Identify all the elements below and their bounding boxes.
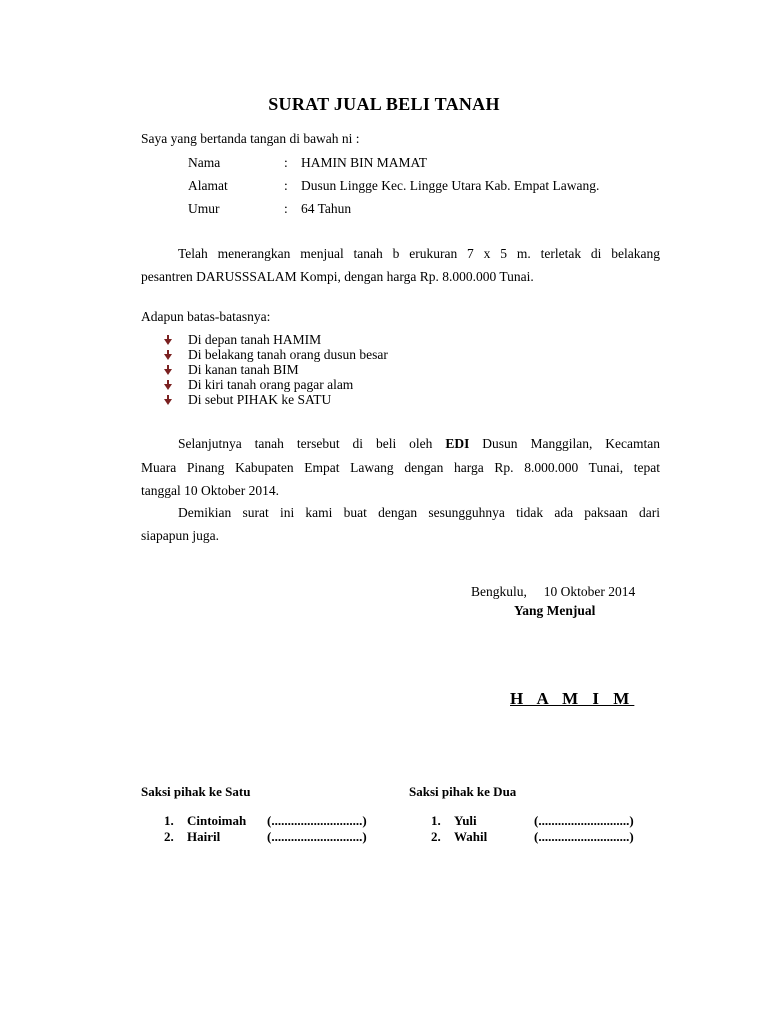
paragraph3-line1: Demikian surat ini kami buat dengan sesungguhnya tidak ada paksaan dari: [178, 505, 660, 520]
boundary-text: Di depan tanah HAMIM: [188, 332, 322, 347]
witness-name: Hairil: [187, 829, 221, 844]
field-label: Nama: [188, 155, 221, 170]
witness-number: 2.: [431, 829, 441, 844]
signature-line: (............................): [534, 829, 634, 844]
signature-line: (............................): [267, 829, 367, 844]
paragraph2-line1-pre: Selanjutnya tanah tersebut di beli oleh: [178, 436, 433, 451]
arrow-down-bullet-icon: [164, 395, 172, 405]
field-value: 64 Tahun: [301, 201, 352, 216]
signature-line: (............................): [267, 813, 367, 828]
arrow-down-bullet-icon: [164, 380, 172, 390]
arrow-down-bullet-icon: [164, 350, 172, 360]
witness-second-heading: Saksi pihak ke Dua: [409, 784, 517, 799]
seller-label: Yang Menjual: [514, 603, 596, 618]
boundary-text: Di kanan tanah BIM: [188, 362, 299, 377]
boundary-text: Di sebut PIHAK ke SATU: [188, 392, 332, 407]
boundary-text: Di belakang tanah orang dusun besar: [188, 347, 388, 362]
field-colon: :: [284, 155, 288, 170]
arrow-down-bullet-icon: [164, 365, 172, 375]
witness-first-heading: Saksi pihak ke Satu: [141, 784, 251, 799]
place-date: Bengkulu, 10 Oktober 2014: [471, 584, 636, 599]
buyer-name: EDI: [445, 436, 470, 451]
witness-name: Cintoimah: [187, 813, 247, 828]
arrow-down-bullet-icon: [164, 335, 172, 345]
field-colon: :: [284, 201, 288, 216]
seller-name: H A M I M: [510, 689, 635, 708]
paragraph1-line1: Telah menerangkan menjual tanah b erukuran 7 x 5 m. terletak di belakang: [178, 246, 660, 261]
intro-text: Saya yang bertanda tangan di bawah ni :: [141, 131, 360, 146]
document-title: SURAT JUAL BELI TANAH: [268, 94, 500, 114]
field-label: Alamat: [188, 178, 228, 193]
paragraph1-line2: pesantren DARUSSSALAM Kompi, dengan harga Rp. 8.000.000 Tunai.: [141, 269, 534, 284]
field-value: HAMIN BIN MAMAT: [301, 155, 428, 170]
boundary-text: Di kiri tanah orang pagar alam: [188, 377, 354, 392]
field-value: Dusun Lingge Kec. Lingge Utara Kab. Empat Lawang.: [301, 178, 600, 193]
witness-number: 1.: [431, 813, 441, 828]
boundaries-heading: Adapun batas-batasnya:: [141, 309, 271, 324]
paragraph3-line2: siapapun juga.: [141, 528, 219, 543]
field-label: Umur: [188, 201, 220, 216]
paragraph2-line1: [178, 436, 660, 452]
witness-name: Yuli: [454, 813, 477, 828]
signature-line: (............................): [534, 813, 634, 828]
witness-number: 2.: [164, 829, 174, 844]
witness-name: Wahil: [454, 829, 488, 844]
paragraph2-line1-post: Dusun Manggilan, Kecamtan: [482, 436, 660, 451]
field-colon: :: [284, 178, 288, 193]
witness-number: 1.: [164, 813, 174, 828]
paragraph2-line3: tanggal 10 Oktober 2014.: [141, 483, 279, 498]
paragraph2-line2: Muara Pinang Kabupaten Empat Lawang dengan harga Rp. 8.000.000 Tunai, tepat: [141, 460, 660, 475]
